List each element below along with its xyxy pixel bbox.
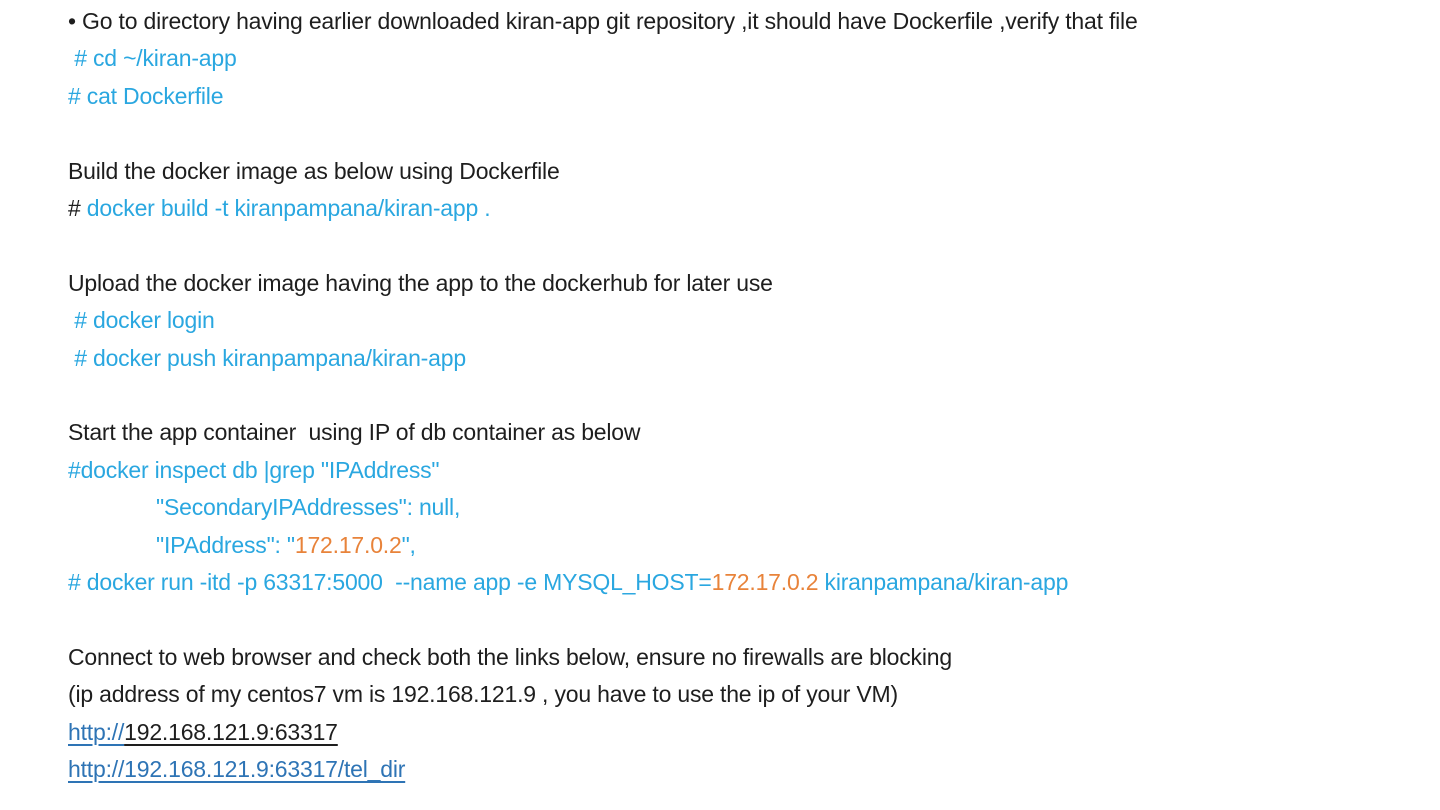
blank-line bbox=[68, 602, 1400, 639]
ip-note bbox=[68, 676, 1400, 713]
cmd-docker-inspect bbox=[68, 452, 1400, 489]
command-text: # docker login bbox=[68, 307, 215, 334]
command-output: "IPAddress": " bbox=[156, 531, 295, 558]
blank-line bbox=[68, 227, 1400, 264]
command-text: docker build -t kiranpampana/kiran-app . bbox=[86, 195, 491, 222]
command-text: kiranpampana/kiran-app bbox=[818, 569, 1069, 596]
body-text: Upload the docker image having the app to the dockerhub for later use bbox=[68, 269, 773, 296]
command-text: # cd ~/kiran-app bbox=[68, 45, 237, 72]
cmd-docker-login bbox=[68, 302, 1400, 339]
build-instruction bbox=[68, 153, 1400, 190]
cmd-cd bbox=[68, 40, 1400, 77]
command-text: # docker run -itd -p 63317:5000 --name app -e MYSQL_HOST= bbox=[68, 569, 712, 596]
blank-line bbox=[68, 115, 1400, 152]
intro-line bbox=[68, 3, 1400, 40]
cmd-cat-dockerfile bbox=[68, 78, 1400, 115]
body-text: (ip address of my centos7 vm is 192.168.121.9 , you have to use the ip of your VM) bbox=[68, 681, 898, 708]
upload-instruction bbox=[68, 265, 1400, 302]
command-text: # cat Dockerfile bbox=[68, 82, 224, 109]
link-tel-dir bbox=[68, 751, 1400, 788]
cmd-docker-push bbox=[68, 340, 1400, 377]
start-instruction bbox=[68, 414, 1400, 451]
intro-text: Go to directory having earlier downloaded kiran-app git repository ,it should have Dockerfile ,verify that file bbox=[82, 8, 1138, 34]
output-secondary-ip bbox=[68, 489, 1400, 526]
ip-value: 172.17.0.2 bbox=[294, 531, 402, 558]
command-text: # docker push kiranpampana/kiran-app bbox=[68, 344, 466, 371]
link-url[interactable]: http://192.168.121.9:63317/tel_dir bbox=[68, 756, 406, 783]
body-text: Connect to web browser and check both the links below, ensure no firewalls are blocking bbox=[68, 643, 952, 670]
link-address[interactable]: 192.168.121.9:63317 bbox=[124, 718, 338, 745]
link-app-home[interactable] bbox=[68, 719, 338, 745]
link-tel-dir[interactable] bbox=[68, 756, 405, 782]
output-ip-address bbox=[68, 527, 1400, 564]
hash-prefix: # bbox=[68, 195, 87, 222]
cmd-docker-run bbox=[68, 564, 1400, 601]
body-text: Start the app container using IP of db container as below bbox=[68, 419, 641, 446]
command-output: "SecondaryIPAddresses": null, bbox=[156, 494, 461, 521]
cmd-docker-build bbox=[68, 190, 1400, 227]
link-app-home bbox=[68, 714, 1400, 751]
ip-value: 172.17.0.2 bbox=[711, 569, 819, 596]
body-text: Build the docker image as below using Dockerfile bbox=[68, 157, 560, 184]
bullet-glyph: • bbox=[68, 8, 83, 34]
connect-instruction bbox=[68, 639, 1400, 676]
blank-line bbox=[68, 377, 1400, 414]
command-output: ", bbox=[401, 531, 416, 558]
command-text: #docker inspect db |grep "IPAddress" bbox=[68, 456, 440, 483]
link-scheme[interactable]: http:// bbox=[68, 718, 125, 745]
